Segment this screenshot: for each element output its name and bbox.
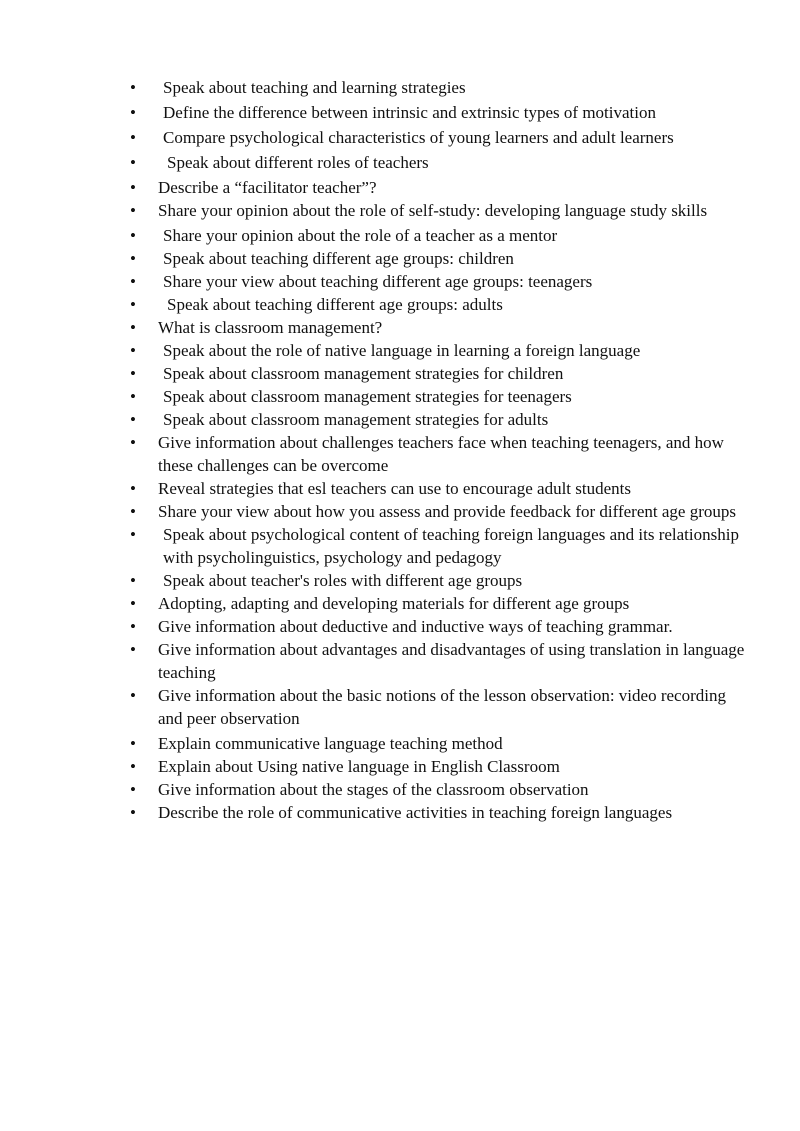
- bullet: •: [130, 364, 136, 383]
- list-item-text: Explain communicative language teaching method: [158, 734, 503, 753]
- list-item-text: Give information about the basic notions of the lesson observation: video recording and peer observation: [158, 686, 726, 728]
- list-item-text: Speak about psychological content of teaching foreign languages and its relationship with psycholinguistics, psychology and pedagogy: [163, 525, 739, 567]
- bullet: •: [130, 295, 136, 314]
- bullet: •: [130, 780, 136, 799]
- list-item: [130, 199, 750, 222]
- bullet: •: [130, 640, 136, 659]
- list-item: [130, 339, 750, 362]
- list-item: [130, 477, 750, 500]
- list-item-text: Share your view about how you assess and provide feedback for different age groups: [158, 502, 736, 521]
- bullet: •: [130, 318, 136, 337]
- bullet: •: [130, 78, 136, 97]
- list-item-text: Speak about teacher's roles with different age groups: [163, 571, 523, 590]
- list-item-text: Give information about deductive and inductive ways of teaching grammar.: [158, 617, 673, 636]
- bullet: •: [130, 617, 136, 636]
- bullet: •: [130, 153, 136, 172]
- list-item: [130, 684, 750, 730]
- list-item-text: Share your opinion about the role of self-study: developing language study skills: [158, 201, 708, 220]
- list-item: [130, 755, 750, 778]
- list-item-text: Speak about teaching different age groups: children: [163, 249, 514, 268]
- bullet: •: [130, 734, 136, 753]
- list-item-text: Speak about teaching different age groups: adults: [167, 295, 503, 314]
- list-item: [130, 362, 750, 385]
- list-item: [130, 732, 750, 755]
- list-item: [130, 615, 750, 638]
- list-item: [130, 500, 750, 523]
- list-item: [130, 778, 750, 801]
- list-item: [130, 638, 750, 684]
- list-item-text: Share your view about teaching different age groups: teenagers: [163, 272, 593, 291]
- bullet: •: [130, 433, 136, 452]
- list-item-text: Describe a “facilitator teacher”?: [158, 178, 377, 197]
- list-item: [130, 126, 750, 149]
- list-item: [130, 569, 750, 592]
- list-item: [130, 176, 750, 199]
- list-item-text: Speak about teaching and learning strategies: [163, 78, 466, 97]
- bullet: •: [130, 594, 136, 613]
- list-item-text: Give information about the stages of the classroom observation: [158, 780, 589, 799]
- bullet: •: [130, 272, 136, 291]
- bullet: •: [130, 803, 136, 822]
- list-item: [130, 431, 750, 477]
- list-item-text: Define the difference between intrinsic and extrinsic types of motivation: [163, 103, 656, 122]
- list-item-text: Reveal strategies that esl teachers can use to encourage adult students: [158, 479, 631, 498]
- bullet: •: [130, 571, 136, 590]
- list-item: [130, 801, 750, 824]
- list-item: [130, 247, 750, 270]
- question-list: [130, 76, 750, 824]
- bullet: •: [130, 249, 136, 268]
- list-item: [130, 293, 750, 316]
- list-item-text: Give information about advantages and disadvantages of using translation in language teaching: [158, 640, 745, 682]
- list-item: [130, 151, 750, 174]
- list-item-text: Adopting, adapting and developing materials for different age groups: [158, 594, 630, 613]
- bullet: •: [130, 341, 136, 360]
- list-item-text: Speak about classroom management strategies for adults: [163, 410, 549, 429]
- list-item-text: Speak about the role of native language in learning a foreign language: [163, 341, 641, 360]
- list-item: [130, 76, 750, 99]
- bullet: •: [130, 387, 136, 406]
- bullet: •: [130, 178, 136, 197]
- list-item: [130, 592, 750, 615]
- bullet: •: [130, 686, 136, 705]
- list-item: [130, 523, 750, 569]
- list-item: [130, 408, 750, 431]
- list-item-text: What is classroom management?: [158, 318, 383, 337]
- list-item-text: Share your opinion about the role of a teacher as a mentor: [163, 226, 558, 245]
- bullet: •: [130, 201, 136, 220]
- list-item-text: Give information about challenges teachers face when teaching teenagers, and how these challenges can be overcome: [158, 433, 724, 475]
- list-item: [130, 224, 750, 247]
- list-item: [130, 270, 750, 293]
- bullet: •: [130, 502, 136, 521]
- list-item: [130, 385, 750, 408]
- list-item-text: Explain about Using native language in English Classroom: [158, 757, 560, 776]
- bullet: •: [130, 525, 136, 544]
- list-item-text: Speak about different roles of teachers: [167, 153, 429, 172]
- list-item: [130, 101, 750, 124]
- list-item: [130, 316, 750, 339]
- bullet: •: [130, 226, 136, 245]
- list-item-text: Speak about classroom management strategies for children: [163, 364, 564, 383]
- bullet: •: [130, 757, 136, 776]
- list-item-text: Speak about classroom management strategies for teenagers: [163, 387, 572, 406]
- bullet: •: [130, 410, 136, 429]
- bullet: •: [130, 103, 136, 122]
- list-item-text: Describe the role of communicative activities in teaching foreign languages: [158, 803, 673, 822]
- list-item-text: Compare psychological characteristics of young learners and adult learners: [163, 128, 674, 147]
- bullet: •: [130, 479, 136, 498]
- bullet: •: [130, 128, 136, 147]
